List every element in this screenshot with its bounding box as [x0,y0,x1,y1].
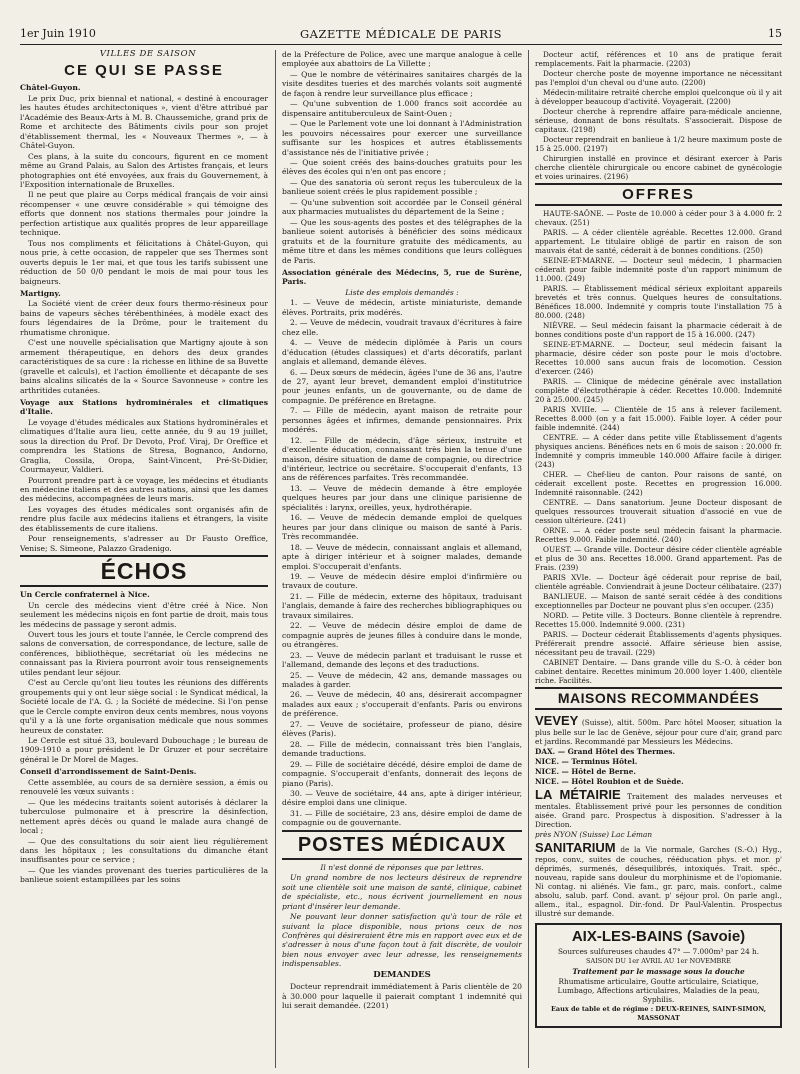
ad-sanitarium-text: de la Vie normale, Garches (S.-O.) Hyg., repos, conv., suites de couches, rééducation phys. et mor. p' déprimés, surmenés, désequilibrés, intoxiqués. Trait. spéc., nouveau, rapide sans douleur du morphinisme et de l'opiomanie. Ni contag. ni aliénés. Vie fam., gr. parc, mais. confort., calme absolu, salub. parf. Cond. avant. p' séjour prol. On parle angl., allem., ital., espagnol. Dir.-fond. Dr Paul-Valentin. Prospectus illustré sur demande. [535,845,782,918]
offre-item: NIÈVRE. — Seul médecin faisant la pharmacie céderait à de bonnes conditions poste d'un rapport de 15 à 16.000. (247) [535,321,782,339]
column-1 [20,50,268,1068]
paragraph: — Que les sous-agents des postes et des télégraphes de la banlieue soient autorisés à bénéficier des soins médicaux gratuits et de la fourniture gratuite des médicaments, au même titre et dans les mêmes conditions que leurs collègues de Paris. [282,217,522,265]
offre-item: SEINE-ET-MARNE. — Docteur, seul médecin faisant la pharmacie, désire céder son poste pour le mois d'octobre. Recettes 10.000 sans aucun frais de locomotion. Cession d'exercer. (246) [535,340,782,376]
emploi-item: 27. — Veuve de sociétaire, professeur de piano, désire élèves (Paris). [282,719,522,739]
paragraph: — Qu'une subvention soit accordée par le Conseil général aux pharmacies mutualistes du département de la Seine ; [282,197,522,217]
paragraph: — Que des consultations du soir aient lieu régulièrement dans les hôpitaux ; les consultations du dimanche étant insuffisantes pour ce service ; [20,836,268,865]
offre-item: SEINE-ET-MARNE. — Docteur seul médecin, 1 pharmacien céderait pour faible indemnité poste d'un rapport minimum de 11.000. (249) [535,256,782,283]
liste-emplois-head: Liste des emplois demandés : [345,287,459,297]
paragraph: Les voyages des études médicales sont organisés afin de rendre plus facile aux médecins italiens et étrangers, la visite des établissements de cure italiens. [20,504,268,533]
demande-item: Chirurgien installé en province et désirant exercer à Paris cherche clientèle chirurgicale ou encore cabinet de gynécologie et voies urinaires. (2196) [535,154,782,181]
paragraph: Cette assemblée, au cours de sa dernière session, a émis ou renouvelé les vœux suivants : [20,777,268,797]
ad-aix-line: SAISON DU 1er AVRIL AU 1er NOVEMBRE [586,957,731,965]
paragraph: Un cercle des médecins vient d'être créé à Nice. Non seulement les médecins niçois en font partie de droit, mais tous les médecins de passage y seront admis. [20,600,268,629]
section-head-martigny: Martigny. [20,288,61,298]
emploi-item: 4. — Veuve de médecin diplômée à Paris un cours d'éducation (études classiques) et d'arts décoratifs, parlant anglais et allemand, demande élèves. [282,338,522,367]
ad-aix-line: Eaux de table et de régime : DEUX-REINES, SAINT-SIMON, MASSONAT [550,1005,767,1022]
offre-item: CENTRE. — A céder dans petite ville Établissement d'agents physiques anciens. Bénéfices nets en 6 mois de saison : 20.000 fr. Indemnité y compris immeuble 140.000 Affaire facile à diriger. (243) [535,433,782,469]
section-head-association: Association générale des Médecins, 5, rue de Surène, Paris. [282,267,522,287]
section-title-demandes: DEMANDES [373,969,431,980]
ad-aix-line: Traitement par le massage sous la douche [572,967,745,976]
section-head-chatel-guyon: Châtel-Guyon. [20,83,81,93]
emploi-item: 26. — Veuve de médecin, 40 ans, désirerait accompagner malades aux eaux ; s'occuperait d'enfants. Paris ou environs de préférence. [282,690,522,719]
header-title: GAZETTE MÉDICALE DE PARIS [299,27,503,41]
emploi-item: 7. — Fille de médecin, ayant maison de retraite pour personnes âgées et infirmes, demande pensionnaires. Prix modérés. [282,406,522,435]
paragraph: Il ne peut que plaire au Corps médical français de voir ainsi récompenser « une œuvre considérable » qui témoigne des efforts que donnent nos stations thermales pour joindre la perfection artistique aux qualités propres de leur appareillage technique. [20,190,268,238]
section-title-maisons-recommandees: MAISONS RECOMMANDÉES [535,687,782,710]
postes-note: Un grand nombre de nos lecteurs désireux de reprendre soit une clientèle soit une maison de santé, clinique, cabinet de spécialiste, etc., nous écrivent journellement en nous priant d'insérer leur demande. [282,873,522,911]
ad-aix-title: AIX-LES-BAINS (Savoie) [571,928,746,945]
page-header [20,26,782,42]
emploi-item: 28. — Fille de médecin, connaissant très bien l'anglais, demande traductions. [282,739,522,759]
demande-item: Docteur reprendrait en banlieue à 1/2 heure maximum poste de 15 à 25.000. (2197) [535,135,782,153]
emploi-item: 13. — Veuve de médecin demande à être employée quelques heures par jour dans une clinique parisienne de spécialités : larynx, oreilles, yeux, hydrothérapie. [282,483,522,512]
offre-item: PARIS XVIIIe. — Clientèle de 15 ans à relever facilement. Recettes 8.000 (on y a fait 15.000). Faible loyer. A céder pour faible indemnité. (244) [535,405,782,432]
paragraph: — Qu'une subvention de 1.000 francs soit accordée au dispensaire antituberculeux de Saint-Ouen ; [282,99,522,118]
emploi-item: 19. — Veuve de médecin désire emploi d'infirmière ou travaux de couture. [282,572,522,591]
offre-item: BANLIEUE. — Maison de santé serait cédée à des conditions exceptionnelles par Docteur ne pouvant plus s'en occuper. (235) [535,592,782,610]
paragraph: C'est une nouvelle spécialisation que Martigny ajoute à son armement thérapeutique, en dehors des deux grandes caractéristiques de sa cure : la richesse en lithine de sa Buvette (gravelle et calculs), et l'action émolliente et décapante de ses bains alcalins silicatés de la « Source Savonneuse » contre les arthritides cutanées. [20,338,268,395]
paragraph: — Que les viandes provenant des tueries particulières de la banlieue soient estampillées par les soins [20,865,268,885]
paragraph: — Que les médecins traitants soient autorisés à déclarer la tuberculose pulmonaire et à prescrire la désinfection, nettement après décès ou quand le malade aura changé de local ; [20,797,268,836]
column-divider-2 [528,50,529,1068]
column-divider-1 [275,50,276,1068]
emploi-item: 22. — Veuve de médecin désire emploi de dame de compagnie auprès de jeunes filles à conduire dans le monde, ou étrangères. [282,621,522,650]
paragraph: — Que le nombre de vétérinaires sanitaires chargés de la visite desdites tueries et des marchés volants soit augmenté de façon à rendre leur surveillance plus efficace ; [282,69,522,98]
header-rule [20,44,782,45]
ad-la-metairie-name: LA MÉTAIRIE [535,787,621,802]
section-title-postes-medicaux: POSTES MÉDICAUX [282,830,522,860]
ad-nice-berne: NICE. — Hôtel de Berne. [535,767,636,776]
offre-item: PARIS. — A céder clientèle agréable. Recettes 12.000. Grand appartement. Le titulaire obligé de partir en raison de son mauvais état de santé, céderait à de bonnes conditions. (250) [535,228,782,255]
ad-sanitarium [535,840,782,918]
ad-aix-les-bains [535,923,782,1028]
paragraph: Pourront prendre part à ce voyage, les médecins et étudiants en médecine italiens et des autres nations, ainsi que les dames des médecins, accompagnées de leurs maris. [20,475,268,504]
paragraph: — Que soient créés des bains-douches gratuits pour les élèves des écoles qui n'en ont pas encore ; [282,157,522,177]
villes-de-saison-label: VILLES DE SAISON [99,50,197,59]
offre-item: PARIS XVIe. — Docteur âgé céderait pour reprise de bail, clientèle agréable. Conviendrait à jeune Docteur célibataire. (237) [535,573,782,591]
offre-item: CHER. — Chef-lieu de canton. Pour raisons de santé, on céderait excellent poste. Recettes en progression 16.000. Indemnité raisonnable. (242) [535,470,782,497]
ad-nice-roubion: NICE. — Hôtel Roubion et de Suède. [535,777,684,786]
offre-item: PARIS. — Docteur céderait Établissements d'agents physiques. Préférerait prendre associé. Affaire sérieuse bien assise, nécessitant peu de travail. (229) [535,630,782,657]
ad-vevey [535,713,782,746]
ad-vevey-text: (Suisse), altit. 500m. Parc hôtel Mooser, situation la plus belle sur le lac de Genève, séjour pour cure d'air, grand parc et jardins. Recommandé par Messieurs les Médecins. [535,718,782,746]
section-head-cercle-nice: Un Cercle confraternel à Nice. [20,590,150,600]
emploi-item: 29. — Fille de sociétaire décédé, désire emploi de dame de compagnie. S'occuperait d'enfants, donnerait des leçons de piano (Paris). [282,759,522,788]
ad-la-metairie [535,787,782,829]
header-date: 1er Juin 1910 [20,27,96,40]
section-head-voyage-italie: Voyage aux Stations hydrominérales et climatiques d'Italie. [20,397,268,417]
paragraph: Le voyage d'études médicales aux Stations hydrominérales et climatiques d'Italie aura lieu, cette année, du 9 au 19 juillet, sous la direction du Prof. Dr Devoto, Prof. Viraj, Dr Oreffice et comprendra les Stations de Stresa, Bognanco, Andorno, Graglia, Cossila, Oropa, Saint-Vincent, Pré-St-Didier, Courmayeur, Valdieri. [20,417,268,475]
offre-item: NORD. — Petite ville. 3 Docteurs. Bonne clientèle à reprendre. Recettes 15.000. Indemnité 9.000. (231) [535,611,782,629]
paragraph: Le prix Duc, prix biennal et national, « destiné à encourager les hautes études architectoniques », vient d'être attribué par l'Académie des Beaux-Arts à M. B. Chaussemiche, grand prix de Rome et architecte des Bâtiments civils pour son projet d'établissement thermal, les « Nouveaux Thermes », — à Châtel-Guyon. [20,93,268,151]
emploi-item: 21. — Fille de médecin, externe des hôpitaux, traduisant l'anglais, demande à faire des recherches bibliographiques ou travaux similaires. [282,591,522,620]
offre-item: OUEST. — Grande ville. Docteur désire céder clientèle agréable et plus de 30 ans. Recettes 18.000. Grand appartement. Pas de Frais. (239) [535,545,782,572]
offre-item: HAUTE-SAÔNE. — Poste de 10.000 à céder pour 3 à 4.000 fr. 2 chevaux. (251) [535,209,782,227]
emploi-item: 1. — Veuve de médecin, artiste miniaturiste, demande élèves. Portraits, prix modérés. [282,298,522,317]
section-head-saint-denis: Conseil d'arrondissement de Saint-Denis. [20,767,197,777]
emploi-item: 6. — Deux sœurs de médecin, âgées l'une de 36 ans, l'autre de 27, ayant leur brevet, demandent emploi d'institutrice pour jeunes enfants, un de gouvernante, ou de dame de compagnie. De préférence en Bretagne. [282,367,522,405]
paragraph: Le Cercle est situé 33, boulevard Dubouchage ; le bureau de 1909-1910 a pour président le Dr Gruzer et pour secrétaire général le Dr Morel de Mages. [20,736,268,764]
paragraph: de la Préfecture de Police, avec une marque analogue à celle employée aux abattoirs de La Villette ; [282,50,522,69]
emploi-item: 23. — Veuve de médecin parlant et traduisant le russe et l'allemand, demande des leçons et des traductions. [282,650,522,670]
emploi-item: 31. — Fille de sociétaire, 23 ans, désire emploi de dame de compagnie ou de gouvernante. [282,808,522,828]
paragraph: Tous nos compliments et félicitations à Châtel-Guyon, qui nous prie, à cette occasion, de rappeler que ses Thermes sont ouverts depuis le 1er mai, et que tous les tarifs subissent une réduction de 50 0/0 pendant le mois de mai pour tous les baigneurs. [20,238,268,286]
header-page-number: 15 [768,27,782,40]
emploi-item: 18. — Veuve de médecin, connaissant anglais et allemand, apte à diriger intérieur et à soigner malades, demande emploi. S'occuperait d'enfants. [282,542,522,571]
ad-nice-terminus: NICE. — Terminus Hôtel. [535,757,638,766]
offre-item: ORNE. — A céder poste seul médecin faisant la pharmacie. Recettes 9.000. Faible indemnité. (240) [535,526,782,544]
section-title-ce-qui-se-passe: CE QUI SE PASSE [64,62,224,80]
column-2 [282,50,522,1068]
paragraph: Ouvert tous les jours et toute l'année, le Cercle comprend des salons de conversation, de correspondance, de lecture, salle de conférences, bibliothèque, secrétariat où les médecins ne connaissant pas la Riviera pourront avoir tous renseignements utiles pendant leur séjour. [20,630,268,677]
demande-item: Docteur cherche à reprendre affaire para-médicale ancienne, sérieuse, donnant de bons résultats. S'associerait. Dispose de capitaux. (2198) [535,107,782,134]
ad-dax: DAX. — Grand Hôtel des Thermes. [535,747,676,756]
emploi-item: 12. — Fille de médecin, d'âge sérieux, instruite et d'excellente éducation, connaissant très bien la tenue d'une maison, désire situation de dame de compagnie, ou directrice d'intérieur, lectrice ou secrétaire. S'occuperait d'enfants, 13 ans de références parfaites. Très recommandée. [282,435,522,483]
paragraph: — Que le Parlement vote une loi donnant à l'Administration les pouvoirs nécessaires pour exercer une surveillance suffisante sur les hospices et autres établissements d'assistance nés de l'initiative privée ; [282,119,522,157]
offre-item: CABINET Dentaire. — Dans grande ville du S.-O. à céder bon cabinet dentaire. Recettes minimum 20.000 loyer 1.400, clientèle riche. Facilités. [535,658,782,685]
emploi-item: 25. — Veuve de médecin, 42 ans, demande massages ou malades à garder. [282,670,522,689]
ad-la-metairie-text: Traitement des malades nerveuses et mentales. Établissement privé pour les personnes de condition aisée. Grand parc. Prospectus à disposition. S'adresser à la Direction. [535,792,782,829]
offre-item: CENTRE. — Dans sanatorium. Jeune Docteur disposant de quelques ressources trouverait situation d'associé en vue de cession ultérieure. (241) [535,498,782,525]
paragraph: Ces plans, à la suite du concours, figurent en ce moment même au Grand Palais, au Salon des Artistes français, et leurs photographies ont été envoyées, aux frais du Gouvernement, à l'Exposition internationale de Bruxelles. [20,151,268,189]
ad-sanitarium-name: SANITARIUM [535,840,616,855]
offre-item: PARIS. — Établissement médical sérieux exploitant appareils brevetés et très connus. Quelques heures de consultations. Bénéfices 18.000. Indemnité y compris toute l'installation 75 à 80.000. (248) [535,284,782,320]
ad-la-metairie-location: près NYON (Suisse) Lac Léman [535,830,653,839]
postes-note: Ne pouvant leur donner satisfaction qu'à tour de rôle et suivant la place disponible, nous prions ceux de nos Confrères qui désireraient être mis en rapport avec eux et de s'adresser à nous d'une façon tout à fait discrète, de vouloir bien nous envoyer avec leur adresse, les renseignements indispensables. [282,912,522,969]
emploi-item: 2. — Veuve de médecin, voudrait travaux d'écritures à faire chez elle. [282,318,522,337]
demande-item: Docteur cherche poste de moyenne importance ne nécessitant pas l'emploi d'un cheval ou d'une auto. (2200) [535,69,782,87]
ad-aix-line: Sources sulfureuses chaudes 47° — 7.000m³ par 24 h. [557,947,760,956]
emploi-item: 30. — Veuve de sociétaire, 44 ans, apte à diriger intérieur, désire emploi dans une clinique. [282,788,522,808]
emploi-item: 16. — Veuve de médecin demande emploi de quelques heures par jour dans clinique ou maison de santé à Paris. Très recommandée. [282,513,522,542]
ad-aix-line: Rhumatisme articulaire, Goutte articulaire, Sciatique, Lumbago, Affections articulaires, Maladies de la peau, Syphilis. [557,977,760,1004]
paragraph: C'est au Cercle qu'ont lieu toutes les réunions des différents groupements qui y ont leur siège social : le Syndicat médical, la Société locale de l'A. G. ; la Société de médecine. Si l'on pense que le Cercle compte environ deux cents membres, nous voyons qu'il y a là une forte organisation médicale que nous sommes heureux de constater. [20,678,268,735]
section-title-offres: OFFRES [535,183,782,206]
offre-item: PARIS. — Clinique de médecine générale avec installation complète d'électrothérapie à céder. Recettes 10.000. Indemnité 20 à 25.000. (245) [535,377,782,404]
paragraph: — Que des sanatoria où seront reçus les tuberculeux de la banlieue soient créés le plus rapidement possible ; [282,177,522,197]
ad-vevey-name: VEVEY [535,713,579,728]
demande-item: Docteur actif, références et 10 ans de pratique ferait remplacements. Fait la pharmacie. (2203) [535,50,782,68]
demande-item: Médecin-militaire retraité cherche emploi quelconque où il y ait à développer beaucoup d'activité. Voyagerait. (2200) [535,88,782,106]
postes-note: Il n'est donné de réponses que par lettres. [320,862,484,872]
section-title-echos: ÉCHOS [20,555,268,587]
column-3 [535,50,782,1068]
paragraph: La Société vient de créer deux fours thermo-résineux pour bains de vapeurs sèches térébenthinées, à modèle exact des fours légendaires de la Drôme, pour le traitement du rhumatisme chronique. [20,299,268,337]
demande-item: Docteur reprendrait immédiatement à Paris clientèle de 20 à 30.000 pour laquelle il paierait comptant 1 indemnité qui lui serait demandée. (2201) [282,982,522,1011]
paragraph: Pour renseignements, s'adresser au Dr Fausto Oreffice, Venise; S. Simeone, Palazzo Gradenigo. [20,534,268,553]
